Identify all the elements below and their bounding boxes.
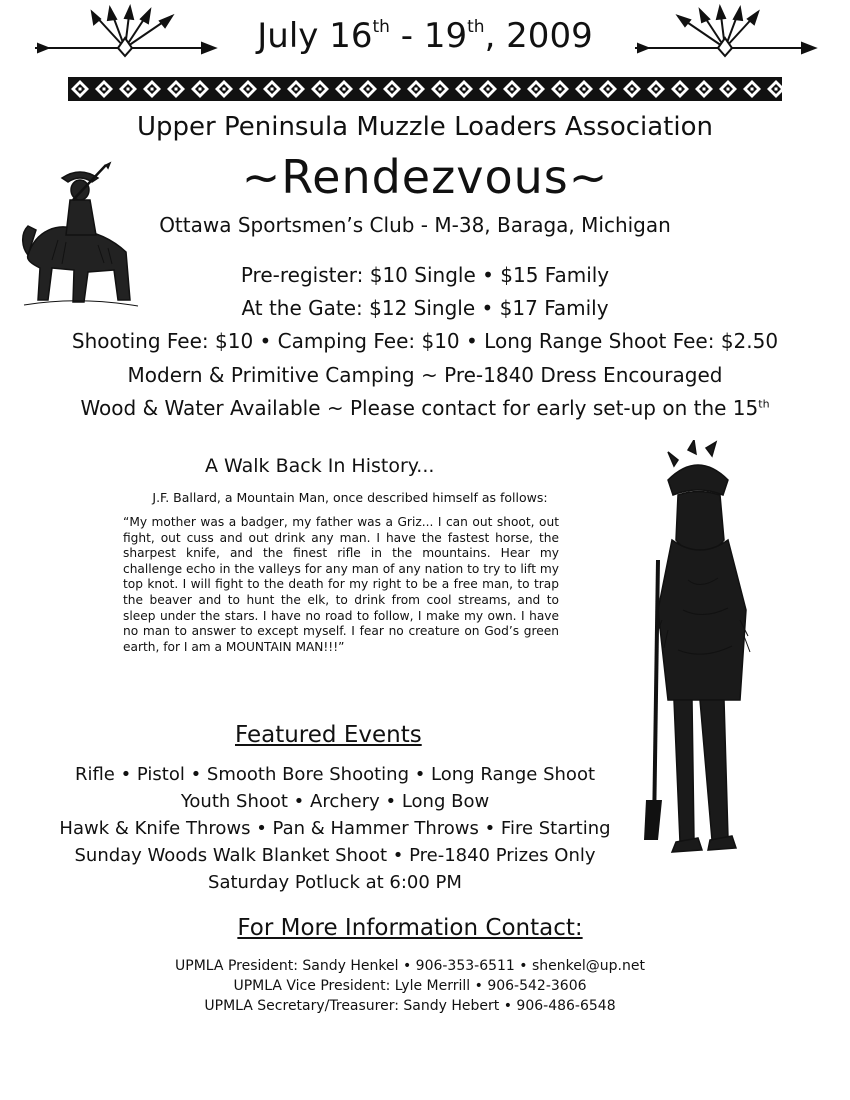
event-title: ~Rendezvous~ (241, 150, 609, 204)
fee-line: Pre-register: $10 Single • $15 Family (240, 263, 610, 287)
fee-line: Modern & Primitive Camping ~ Pre-1840 Dress Encouraged (127, 363, 723, 387)
wood-water-line: Wood & Water Available ~ Please contact for early set-up on the 15th (80, 396, 770, 420)
contact-heading: For More Information Contact: (237, 915, 583, 941)
contact-vice-president: UPMLA Vice President: Lyle Merrill • 906-542-3606 (233, 978, 587, 994)
association-name: Upper Peninsula Muzzle Loaders Association (137, 112, 713, 142)
fee-line: At the Gate: $12 Single • $17 Family (241, 296, 609, 320)
event-line: Youth Shoot • Archery • Long Bow (180, 791, 490, 812)
horse-rider-illustration (18, 160, 146, 310)
history-heading: A Walk Back In History... (205, 455, 435, 477)
contact-secretary-treasurer: UPMLA Secretary/Treasurer: Sandy Hebert • 906-486-6548 (204, 998, 616, 1014)
mountain-man-quote: “My mother was a badger, my father was a Griz... I can out shoot, out fight, out cuss and out drink any man. I have the fastest horse, the sharpest knife, and the finest rifle in the mountains. Hear my challenge echo in the valleys for any man of any nation to try to lift my top knot. I will fight to the death for my right to be a free man, to trap the beaver and to hunt the elk, to drink from cool streams, and to sleep under the stars. I have no road to follow, I make my own. I have no man to answer to except myself. I fear no creature on God’s green earth, for I am a MOUNTAIN MAN!!!” (123, 515, 559, 654)
history-intro: J.F. Ballard, a Mountain Man, once described himself as follows: (152, 490, 548, 505)
fee-line: Shooting Fee: $10 • Camping Fee: $10 • Long Range Shoot Fee: $2.50 (71, 329, 779, 353)
event-line: Hawk & Knife Throws • Pan & Hammer Throws • Fire Starting (59, 818, 611, 839)
event-date: July 16th - 19th, 2009 (257, 16, 593, 56)
event-location: Ottawa Sportsmen’s Club - M-38, Baraga, Michigan (159, 213, 671, 237)
contact-president: UPMLA President: Sandy Henkel • 906-353-6511 • shenkel@up.net (175, 958, 645, 974)
event-line: Sunday Woods Walk Blanket Shoot • Pre-1840 Prizes Only (74, 845, 596, 866)
featured-events-heading: Featured Events (235, 722, 422, 748)
event-line: Saturday Potluck at 6:00 PM (208, 872, 462, 893)
event-line: Rifle • Pistol • Smooth Bore Shooting • Long Range Shoot (74, 764, 596, 785)
decorative-border-band (68, 77, 782, 101)
